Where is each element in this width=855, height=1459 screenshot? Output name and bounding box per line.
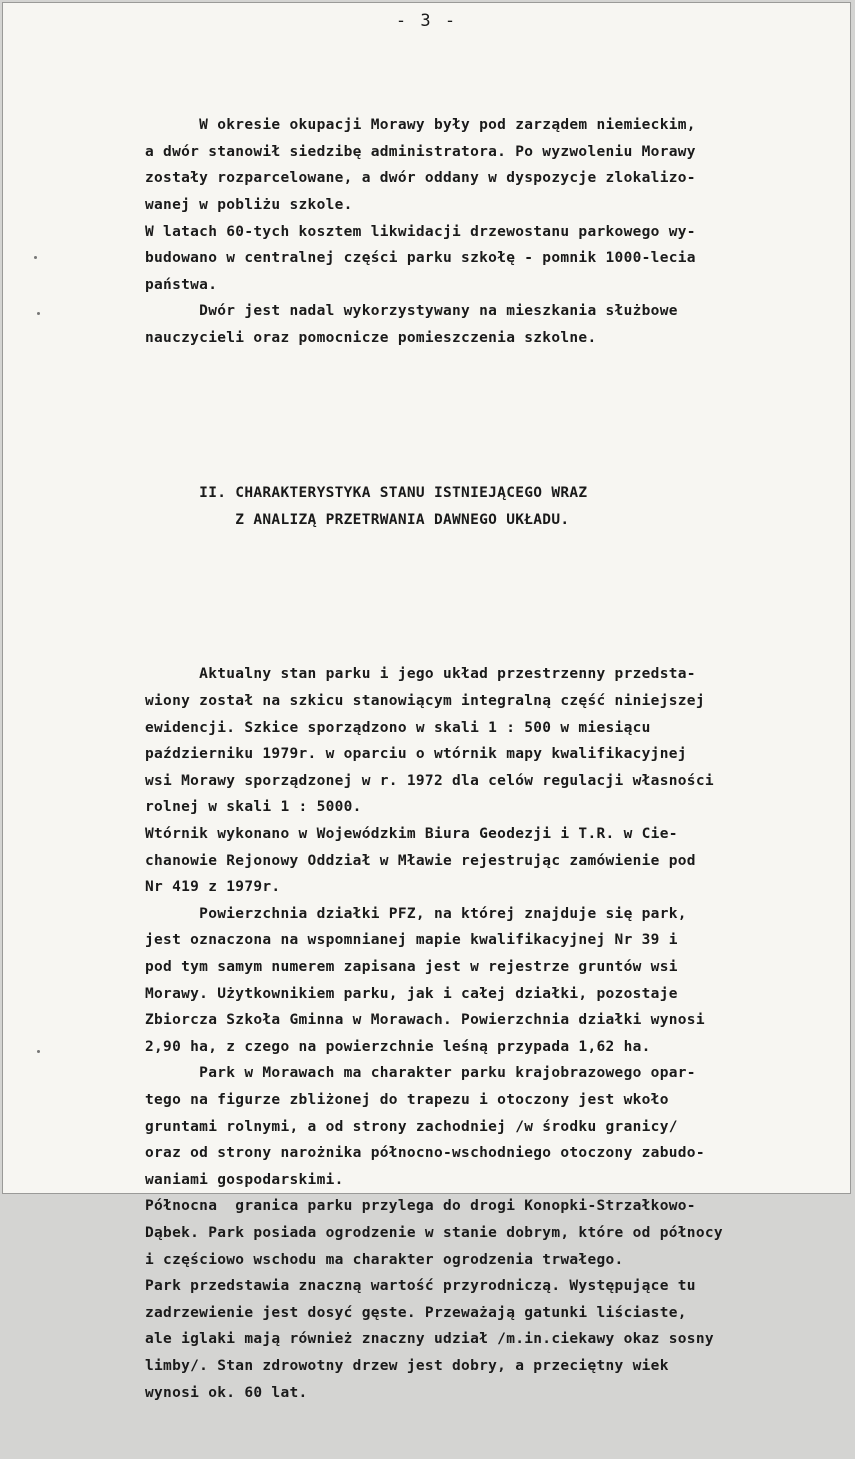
- text-line: W okresie okupacji Morawy były pod zarządem niemieckim,: [145, 117, 696, 134]
- text-line: limby/. Stan zdrowotny drzew jest dobry, a przeciętny wiek: [145, 1357, 669, 1374]
- text-line: państwa.: [145, 276, 218, 293]
- text-line: jest oznaczona na wspomnianej mapie kwalifikacyjnej Nr 39 i: [145, 932, 678, 949]
- text-line: Aktualny stan parku i jego układ przestrzenny przedsta-: [145, 666, 696, 683]
- text-line: Dwór jest nadal wykorzystywany na mieszkania służbowe: [145, 303, 678, 320]
- paragraph-block-history: [145, 112, 825, 351]
- text-line: rolnej w skali 1 : 5000.: [145, 799, 362, 816]
- text-line: oraz od strony narożnika północno-wschodniego otoczony zabudo-: [145, 1145, 705, 1162]
- text-line: chanowie Rejonowy Oddział w Mławie rejestrując zamówienie pod: [145, 852, 696, 869]
- text-line: Nr 419 z 1979r.: [145, 879, 281, 896]
- text-line: i częściowo wschodu ma charakter ogrodzenia trwałego.: [145, 1251, 624, 1268]
- text-line: Morawy. Użytkownikiem parku, jak i całej działki, pozostaje: [145, 985, 678, 1002]
- margin-mark: [34, 256, 37, 259]
- text-line: Wtórnik wykonano w Wojewódzkim Biura Geodezji i T.R. w Cie-: [145, 826, 678, 843]
- document-page: [2, 2, 851, 1401]
- text-line: zadrzewienie jest dosyć gęste. Przeważają gatunki liściaste,: [145, 1304, 687, 1321]
- text-line: Park przedstawia znaczną wartość przyrodniczą. Występujące tu: [145, 1278, 696, 1295]
- text-line: a dwór stanowił siedzibę administratora. Po wyzwoleniu Morawy: [145, 143, 696, 160]
- text-line: wynosi ok. 60 lat.: [145, 1384, 308, 1401]
- text-line: wsi Morawy sporządzonej w r. 1972 dla celów regulacji własności: [145, 772, 714, 789]
- margin-mark: [37, 312, 40, 315]
- text-line: wanej w pobliżu szkole.: [145, 196, 353, 213]
- text-line: Park w Morawach ma charakter parku krajobrazowego opar-: [145, 1065, 696, 1082]
- text-line: Północna granica parku przylega do drogi Konopki-Strzałkowo-: [145, 1198, 696, 1215]
- margin-mark: [37, 1050, 40, 1053]
- text-line: październiku 1979r. w oparciu o wtórnik mapy kwalifikacyjnej: [145, 746, 687, 763]
- text-line: 2,90 ha, z czego na powierzchnie leśną przypada 1,62 ha.: [145, 1038, 651, 1055]
- page-number: - 3 -: [395, 11, 458, 31]
- text-line: W latach 60-tych kosztem likwidacji drzewostanu parkowego wy-: [145, 223, 696, 240]
- text-line: zostały rozparcelowane, a dwór oddany w dyspozycje zlokalizo-: [145, 170, 696, 187]
- text-line: pod tym samym numerem zapisana jest w rejestrze gruntów wsi: [145, 959, 678, 975]
- paragraph-block-characteristics: [145, 661, 825, 1406]
- heading-line: Z ANALIZĄ PRZETRWANIA DAWNEGO UKŁADU.: [145, 511, 570, 528]
- text-line: gruntami rolnymi, a od strony zachodniej /w środku granicy/: [145, 1118, 678, 1135]
- spacer: [145, 405, 825, 427]
- text-line: waniami gospodarskimi.: [145, 1171, 344, 1188]
- text-line: budowano w centralnej części parku szkołę - pomnik 1000-lecia: [145, 250, 696, 267]
- section-heading: [145, 480, 825, 533]
- text-line: Dąbek. Park posiada ogrodzenie w stanie dobrym, które od północy: [145, 1224, 723, 1241]
- spacer: [145, 586, 825, 608]
- text-line: nauczycieli oraz pomocnicze pomieszczenia szkolne.: [145, 329, 597, 346]
- heading-line: II. CHARAKTERYSTYKA STANU ISTNIEJĄCEGO WRAZ: [145, 484, 588, 501]
- document-body: [145, 59, 825, 1459]
- text-line: tego na figurze zbliżonej do trapezu i otoczony jest wkoło: [145, 1091, 669, 1108]
- text-line: Zbiorcza Szkoła Gminna w Morawach. Powierzchnia działki wynosi: [145, 1012, 705, 1029]
- text-line: Powierzchnia działki PFZ, na której znajduje się park,: [145, 905, 687, 922]
- text-line: ale iglaki mają również znaczny udział /m.in.ciekawy okaz sosny: [145, 1331, 714, 1348]
- text-line: wiony został na szkicu stanowiącym integralną część niniejszej: [145, 693, 705, 710]
- text-line: ewidencji. Szkice sporządzono w skali 1 : 500 w miesiącu: [145, 719, 651, 736]
